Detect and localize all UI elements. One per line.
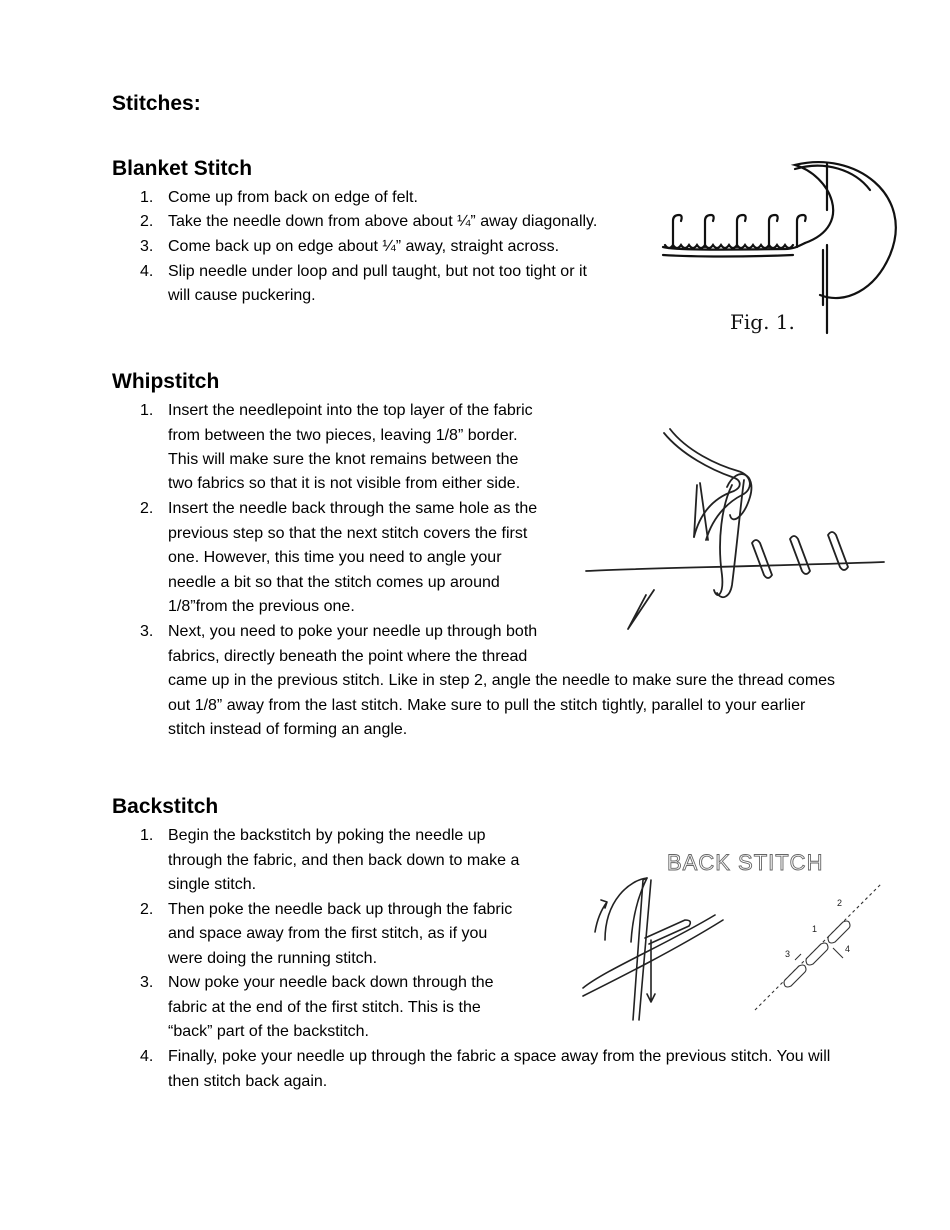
backstitch-illustration [575,840,895,1025]
step-number: 3. [140,974,154,991]
step-text: Insert the needlepoint into the top layer of the fabric [168,402,533,419]
step-number: 2. [140,901,154,918]
step-text: Now poke your needle back down through the [168,974,494,991]
step-number: 4. [140,263,154,280]
section-heading-blanket-stitch: Blanket Stitch [112,157,253,180]
step-text: Begin the backstitch by poking the needle up [168,827,486,844]
step-text: two fabrics so that it is not visible from either side. [168,475,521,492]
section-heading-backstitch: Backstitch [112,795,219,818]
step-number: 1. [140,827,154,844]
step-text: single stitch. [168,876,257,893]
step-text: came up in the previous stitch. Like in step 2, angle the needle to make sure the thread comes [168,672,836,689]
figure-label: 1 [812,924,818,934]
step-text: fabric at the end of the first stitch. This is the [168,999,481,1016]
step-text: 1/8”from the previous one. [168,598,355,615]
step-text: Slip needle under loop and pull taught, but not too tight or it [168,263,587,280]
figure-label: 3 [785,949,791,959]
step-text: then stitch back again. [168,1073,328,1090]
step-text: “back” part of the backstitch. [168,1023,369,1040]
whipstitch-illustration [582,425,890,635]
step-text: will cause puckering. [168,287,316,304]
step-number: 2. [140,500,154,517]
step-text: needle a bit so that the stitch comes up around [168,574,500,591]
step-text: from between the two pieces, leaving 1/8” border. [168,427,518,444]
step-text: one. However, this time you need to angle your [168,549,502,566]
step-text: Come back up on edge about ¼” away, straight across. [168,238,560,255]
figure-title: BACK STITCH [667,850,824,875]
step-text: This will make sure the knot remains between the [168,451,519,468]
step-text: fabrics, directly beneath the point where the thread [168,648,528,665]
step-text: Insert the needle back through the same hole as the [168,500,538,517]
step-number: 4. [140,1048,154,1065]
step-number: 1. [140,189,154,206]
step-text: Finally, poke your needle up through the fabric a space away from the previous stitch. You will [168,1048,831,1065]
step-number: 1. [140,402,154,419]
blanket-stitch-illustration [655,155,930,340]
page-title: Stitches: [112,92,201,115]
step-text: Take the needle down from above about ¼” away diagonally. [168,213,598,230]
section-heading-whipstitch: Whipstitch [112,370,220,393]
step-number: 3. [140,623,154,640]
step-text: Then poke the needle back up through the fabric [168,901,513,918]
step-text: were doing the running stitch. [168,950,378,967]
step-text: Next, you need to poke your needle up through both [168,623,538,640]
step-number: 3. [140,238,154,255]
step-text: out 1/8” away from the last stitch. Make sure to pull the stitch tightly, parallel to your earlier [168,697,806,714]
figure-caption: Fig. 1. [730,310,795,334]
step-text: Come up from back on edge of felt. [168,189,418,206]
step-number: 2. [140,213,154,230]
step-text: stitch instead of forming an angle. [168,721,408,738]
figure-label: 4 [845,944,851,954]
step-text: through the fabric, and then back down to make a [168,852,520,869]
figure-label: 2 [837,898,843,908]
step-text: previous step so that the next stitch covers the first [168,525,528,542]
step-text: and space away from the first stitch, as if you [168,925,488,942]
